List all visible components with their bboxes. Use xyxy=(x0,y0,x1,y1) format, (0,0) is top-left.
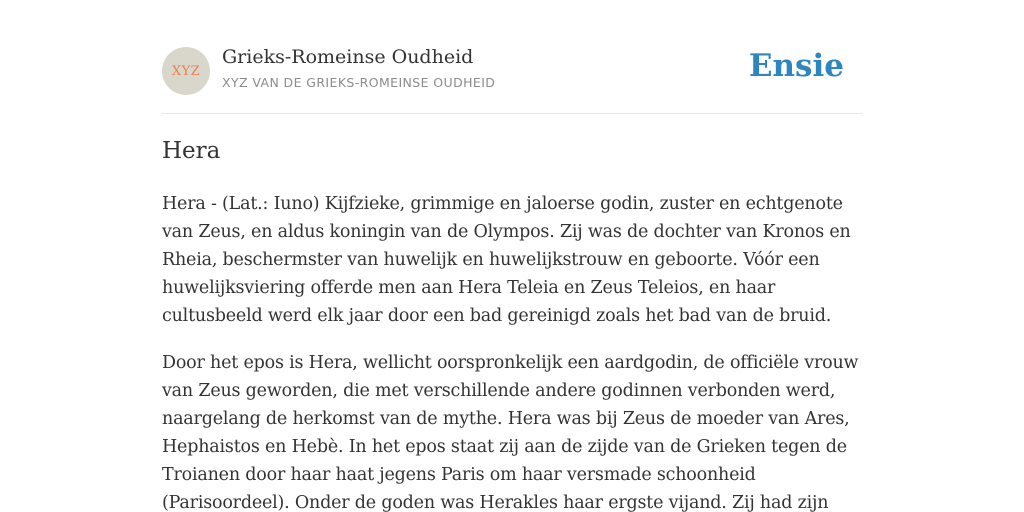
header xyxy=(162,0,862,114)
text-line: (Parisoordeel). Onder de goden was Herakles haar ergste vijand. Zij had zijn xyxy=(162,493,829,512)
book-title-link[interactable]: Grieks-Romeinse Oudheid xyxy=(222,46,474,68)
content-column xyxy=(162,0,862,512)
brand-logo[interactable]: Ensie xyxy=(748,48,844,84)
text-line: van Zeus geworden, die met verschillende andere godinnen verbonden werd, xyxy=(162,381,836,401)
paragraph xyxy=(162,349,862,512)
entry-title: Hera xyxy=(162,138,221,164)
text-line: van Zeus, en aldus koningin van de Olympos. Zij was de dochter van Kronos en xyxy=(162,222,851,242)
avatar-text: XYZ xyxy=(171,63,201,79)
book-avatar[interactable] xyxy=(162,47,210,95)
text-line: Troianen door haar haat jegens Paris om haar versmade schoonheid xyxy=(162,465,756,485)
entry-body xyxy=(162,190,862,512)
text-line: huwelijksviering offerde men aan Hera Teleia en Zeus Teleios, en haar xyxy=(162,278,776,298)
text-line: Hera - (Lat.: Iuno) Kijfzieke, grimmige en jaloerse godin, zuster en echtgenote xyxy=(162,194,843,214)
book-subtitle-link[interactable]: XYZ VAN DE GRIEKS-ROMEINSE OUDHEID xyxy=(222,75,496,90)
text-line: Rheia, beschermster van huwelijk en huwelijkstrouw en geboorte. Vóór een xyxy=(162,250,820,270)
text-line: Door het epos is Hera, wellicht oorspronkelijk een aardgodin, de officiële vrouw xyxy=(162,353,859,373)
text-line: naargelang de herkomst van de mythe. Hera was bij Zeus de moeder van Ares, xyxy=(162,409,850,429)
text-line: Hephaistos en Hebè. In het epos staat zij aan de zijde van de Grieken tegen de xyxy=(162,437,847,457)
text-line: cultusbeeld werd elk jaar door een bad gereinigd zoals het bad van de bruid. xyxy=(162,306,832,326)
paragraph xyxy=(162,190,862,330)
